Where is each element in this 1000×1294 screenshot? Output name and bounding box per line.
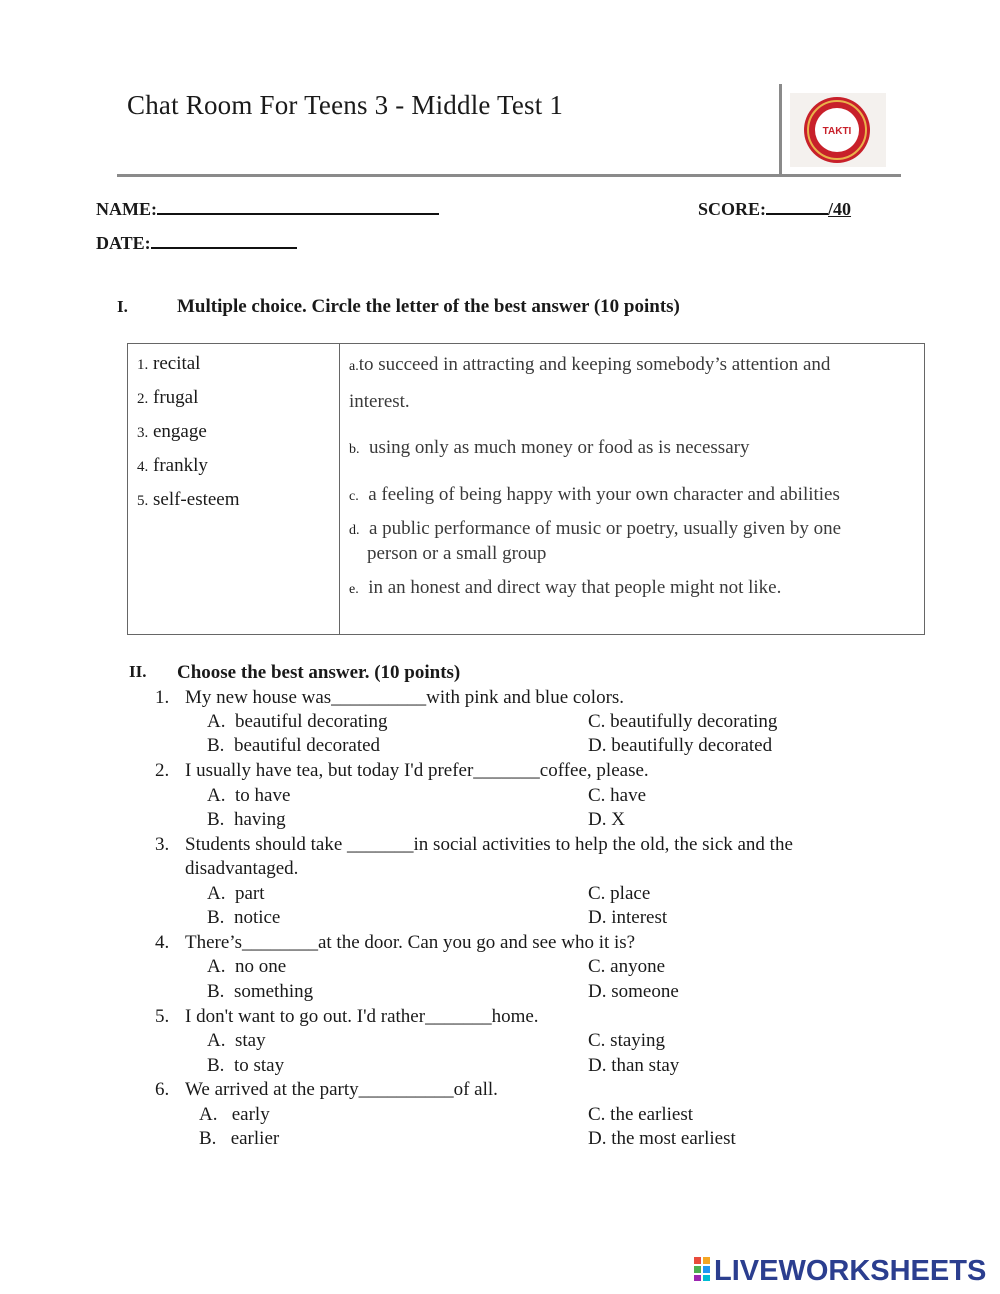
definition-item: c. a feeling of being happy with your own character and abilities	[349, 484, 840, 505]
option-d[interactable]: D. X	[588, 809, 625, 830]
definition-cont: person or a small group	[367, 543, 547, 564]
option-a[interactable]: A. no one	[207, 956, 287, 977]
option-d[interactable]: D. than stay	[588, 1055, 680, 1076]
word-item: 2. frugal	[137, 387, 199, 408]
option-d[interactable]: D. beautifully decorated	[588, 735, 773, 756]
question-number: 5.	[155, 1006, 170, 1027]
definition-item: a.to succeed in attracting and keeping somebody’s attention and	[349, 354, 831, 375]
word-item: 4. frankly	[137, 455, 208, 476]
option-b[interactable]: B. earlier	[199, 1128, 280, 1149]
question-text: Students should take _______in social activities to help the old, the sick and the	[185, 834, 793, 855]
matching-table-divider	[339, 343, 340, 635]
option-a[interactable]: A. early	[199, 1104, 270, 1125]
option-c[interactable]: C. beautifully decorating	[588, 711, 778, 732]
option-c[interactable]: C. staying	[588, 1030, 666, 1051]
question-number: 3.	[155, 834, 170, 855]
option-b[interactable]: B. something	[207, 981, 314, 1002]
option-d[interactable]: D. someone	[588, 981, 679, 1002]
question-number: 6.	[155, 1079, 170, 1100]
score-label: SCORE:	[698, 199, 767, 219]
brand-text: LIVEWORKSHEETS	[714, 1255, 987, 1284]
logo-text: TAKTI	[822, 126, 852, 137]
definition-item: d. a public performance of music or poetry, usually given by one	[349, 518, 842, 539]
definition-item: b. using only as much money or food as is necessary	[349, 437, 750, 458]
question-text-cont: disadvantaged.	[185, 858, 299, 879]
option-c[interactable]: C. have	[588, 785, 647, 806]
option-c[interactable]: C. place	[588, 883, 651, 904]
section2-heading: Choose the best answer. (10 points)	[177, 662, 461, 683]
score-input-line[interactable]	[766, 199, 828, 215]
question-text: We arrived at the party__________of all.	[185, 1079, 498, 1100]
option-a[interactable]: A. stay	[207, 1030, 266, 1051]
option-c[interactable]: C. anyone	[588, 956, 666, 977]
word-item: 3. engage	[137, 421, 207, 442]
option-b[interactable]: B. notice	[207, 907, 281, 928]
option-d[interactable]: D. the most earliest	[588, 1128, 736, 1149]
date-label: DATE:	[96, 233, 151, 253]
option-d[interactable]: D. interest	[588, 907, 668, 928]
date-input-line[interactable]	[151, 233, 297, 249]
section1-numeral: I.	[117, 297, 128, 316]
question-text: My new house was__________with pink and blue colors.	[185, 687, 625, 708]
section1-heading: Multiple choice. Circle the letter of the best answer (10 points)	[177, 296, 680, 317]
word-item: 1. recital	[137, 353, 201, 374]
option-a[interactable]: A. to have	[207, 785, 291, 806]
question-number: 1.	[155, 687, 170, 708]
section2-numeral: II.	[129, 662, 147, 681]
question-text: I don't want to go out. I'd rather_______home.	[185, 1006, 539, 1027]
question-number: 4.	[155, 932, 170, 953]
option-b[interactable]: B. beautiful decorated	[207, 735, 381, 756]
liveworksheets-icon	[694, 1257, 710, 1281]
name-input-line[interactable]	[157, 199, 439, 215]
header-divider-vertical	[779, 84, 782, 176]
school-logo	[790, 93, 886, 167]
page-title: Chat Room For Teens 3 - Middle Test 1	[127, 90, 564, 120]
score-total: /40	[828, 199, 852, 219]
name-label: NAME:	[96, 199, 157, 219]
option-c[interactable]: C. the earliest	[588, 1104, 693, 1125]
word-item: 5. self-esteem	[137, 489, 240, 510]
option-a[interactable]: A. part	[207, 883, 265, 904]
name-field	[96, 199, 439, 220]
header-divider-horizontal	[117, 174, 901, 177]
question-text: There’s________at the door. Can you go and see who it is?	[185, 932, 636, 953]
definition-cont: interest.	[349, 391, 410, 412]
option-b[interactable]: B. to stay	[207, 1055, 285, 1076]
definition-item: e. in an honest and direct way that people might not like.	[349, 577, 782, 598]
option-b[interactable]: B. having	[207, 809, 286, 830]
date-field	[96, 233, 297, 254]
question-number: 2.	[155, 760, 170, 781]
question-text: I usually have tea, but today I'd prefer_______coffee, please.	[185, 760, 649, 781]
liveworksheets-brand[interactable]	[692, 1252, 992, 1284]
option-a[interactable]: A. beautiful decorating	[207, 711, 388, 732]
score-field	[698, 199, 851, 220]
